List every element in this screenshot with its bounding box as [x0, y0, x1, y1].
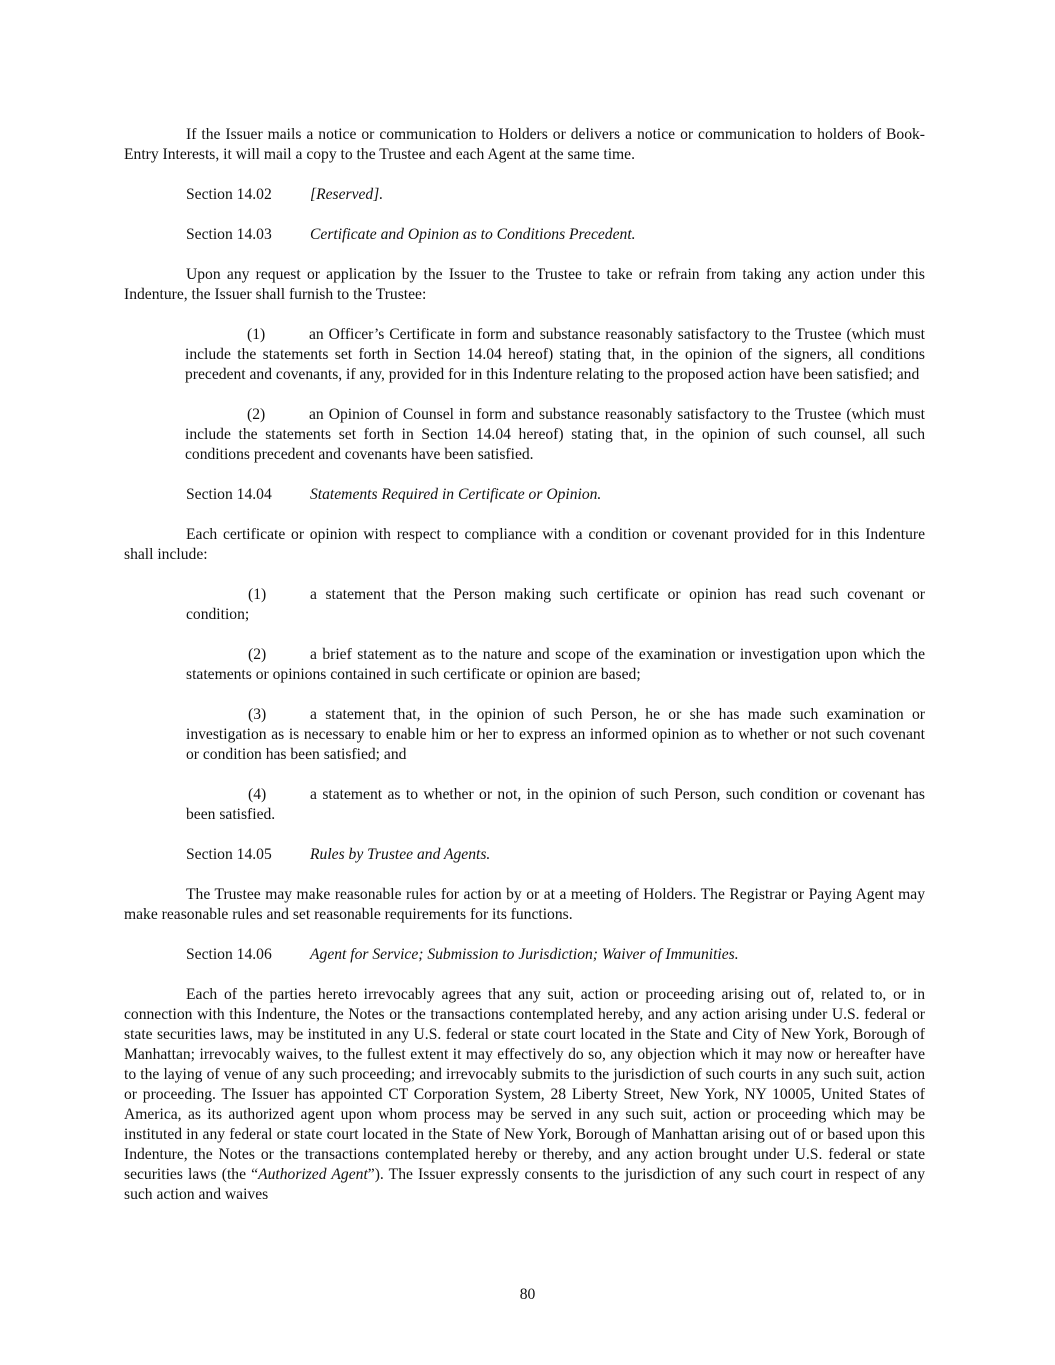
page-number: 80: [519, 1286, 536, 1303]
section-title: Statements Required in Certificate or Opinion.: [310, 486, 602, 503]
list-item: [186, 645, 925, 685]
section-title: Agent for Service; Submission to Jurisdiction; Waiver of Immunities.: [310, 946, 739, 963]
section-heading-14-05: [124, 845, 925, 865]
section-number: Section 14.03: [186, 226, 272, 243]
item-number: (2): [248, 646, 267, 663]
section-title: Certificate and Opinion as to Conditions Precedent.: [310, 226, 636, 243]
list-item: [186, 705, 925, 765]
item-text: an Opinion of Counsel in form and substance reasonably satisfactory to the Trustee (which must include the statements set forth in Section 14.04 hereof) stating that, in the opinion of such counsel, all such conditions precedent and covenants have been satisfied.: [185, 406, 925, 463]
paragraph-jurisdiction: [124, 985, 925, 1205]
section-title: [Reserved].: [310, 186, 384, 203]
section-heading-14-04: [124, 485, 925, 505]
section-number: Section 14.05: [186, 846, 272, 863]
section-heading-14-03: [124, 225, 925, 245]
section-number: Section 14.04: [186, 486, 272, 503]
item-number: (1): [248, 586, 267, 603]
list-item: [186, 585, 925, 625]
paragraph-text: Each of the parties hereto irrevocably agrees that any suit, action or proceeding arising out of, related to, or in connection with this Indenture, the Notes or the transactions contemplated hereby, and any action arising under U.S. federal or state securities laws, may be instituted in any U.S. federal or state court located in the State and City of New York, Borough of Manhattan; irrevocably waives, to the fullest extent it may effectively do so, any objection which it may now or hereafter have to the laying of venue of any such proceeding; and irrevocably submits to the jurisdiction of such courts in any such suit, action or proceeding. The Issuer has appointed CT Corporation System, 28 Liberty Street, New York, NY 10005, United States of America, as its authorized agent upon whom process may be served in any such suit, action or proceeding which may be instituted in any federal or state court located in the State of New York, Borough of Manhattan arising out of or based upon this Indenture, the Notes or the transactions contemplated hereby or thereby, and any action brought under U.S. federal or state securities laws (the “: [124, 986, 925, 1183]
item-number: (2): [247, 406, 266, 423]
section-title: Rules by Trustee and Agents.: [310, 846, 491, 863]
item-text: an Officer’s Certificate in form and substance reasonably satisfactory to the Trustee (which must include the statements set forth in Section 14.04 hereof) stating that, in the opinion of the signers, all conditions precedent and covenants, if any, provided for in this Indenture relating to the proposed action have been satisfied; and: [185, 326, 925, 383]
item-number: (4): [248, 786, 267, 803]
section-heading-14-02: [124, 185, 925, 205]
item-number: (3): [248, 706, 267, 723]
paragraph-trustee-rules: The Trustee may make reasonable rules for action by or at a meeting of Holders. The Registrar or Paying Agent may make reasonable rules and set reasonable requirements for its functions.: [124, 886, 925, 923]
paragraph-text-continued: ”). The Issuer expressly consents to the jurisdiction of any such court in respect of any such action and waives: [124, 1166, 925, 1203]
item-number: (1): [247, 326, 266, 343]
item-text: a statement that, in the opinion of such Person, he or she has made such examination or investigation as is necessary to enable him or her to express an informed opinion as to whether or not such covenant or condition has been satisfied; and: [186, 706, 925, 763]
paragraph-notice-copy: If the Issuer mails a notice or communication to Holders or delivers a notice or communication to holders of Book-Entry Interests, it will mail a copy to the Trustee and each Agent at the same time.: [124, 126, 925, 163]
defined-term: Authorized Agent: [258, 1166, 368, 1183]
section-number: Section 14.02: [186, 186, 272, 203]
list-item: [186, 785, 925, 825]
section-heading-14-06: [124, 945, 925, 965]
item-text: a statement that the Person making such certificate or opinion has read such covenant or condition;: [186, 586, 925, 623]
paragraph-certificate-contents: Each certificate or opinion with respect to compliance with a condition or covenant provided for in this Indenture shall include:: [124, 526, 925, 563]
list-item: [185, 405, 925, 465]
section-number: Section 14.06: [186, 946, 272, 963]
item-text: a brief statement as to the nature and scope of the examination or investigation upon which the statements or opinions contained in such certificate or opinion are based;: [186, 646, 925, 683]
document-page: [124, 125, 925, 1225]
item-text: a statement as to whether or not, in the opinion of such Person, such condition or covenant has been satisfied.: [186, 786, 925, 823]
list-item: [185, 325, 925, 385]
paragraph-request-application: Upon any request or application by the Issuer to the Trustee to take or refrain from taking any action under this Indenture, the Issuer shall furnish to the Trustee:: [124, 266, 925, 303]
